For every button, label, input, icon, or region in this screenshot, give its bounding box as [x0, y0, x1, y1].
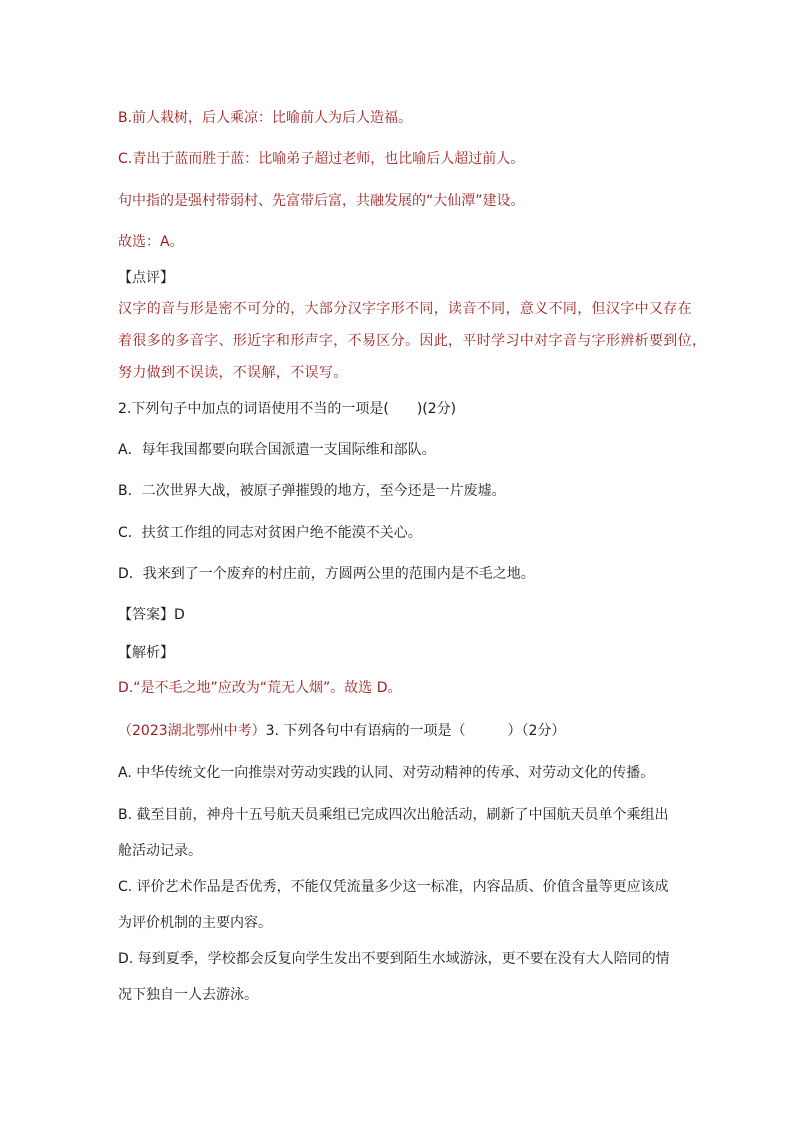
comment-line: 努力做到不误读，不误解，不误写。	[118, 365, 348, 381]
q3-source: （2023湖北鄂州中考）	[118, 723, 266, 739]
comment-line: 汉字的音与形是密不可分的，大部分汉字字形不同，读音不同，意义不同，但汉字中又存在	[118, 301, 692, 317]
q3-option-b: B. 截至目前，神舟十五号航天员乘组已完成四次出舱活动，刷新了中国航天员单个乘组出	[118, 807, 669, 823]
explanation-option-b: B.前人栽树，后人乘凉：比喻前人为后人造福。	[118, 110, 413, 126]
q2-option-a: A．每年我国都要向联合国派遣一支国际维和部队。	[118, 442, 436, 458]
q3-option-c-cont: 为评价机制的主要内容。	[118, 915, 272, 931]
q3-option-a: A. 中华传统文化一向推崇对劳动实践的认同、对劳动精神的传承、对劳动文化的传播。	[118, 765, 655, 781]
comment-header: 【点评】	[118, 270, 174, 286]
q2-option-c: C．扶贫工作组的同志对贫困户绝不能漠不关心。	[118, 525, 422, 541]
q2-option-b: B．二次世界大战，被原子弹摧毁的地方，至今还是一片废墟。	[118, 483, 506, 499]
q3-option-b-cont: 舱活动记录。	[118, 843, 202, 859]
q2-stem: 2.下列句子中加点的词语使用不当的一项是( )(2分)	[118, 401, 457, 417]
q2-answer: 【答案】D	[118, 607, 185, 623]
explanation-meaning: 句中指的是强村带弱村、先富带后富，共融发展的“大仙潭”建设。	[118, 193, 525, 209]
q3-stem: 3. 下列各句中有语病的一项是（ ）（2分）	[265, 723, 566, 739]
q2-analysis-header: 【解析】	[118, 645, 174, 661]
comment-line: 着很多的多音字、形近字和形声字，不易区分。因此，平时学习中对字音与字形辨析要到位，	[118, 333, 707, 349]
explanation-option-c: C.青出于蓝而胜于蓝：比喻弟子超过老师，也比喻后人超过前人。	[118, 151, 525, 167]
explanation-choice: 故选：A。	[118, 234, 184, 250]
q3-option-c: C. 评价艺术作品是否优秀，不能仅凭流量多少这一标准，内容品质、价值含量等更应该成	[118, 879, 669, 895]
q3-stem-line	[118, 721, 565, 741]
q2-analysis: D.“是不毛之地”应改为“荒无人烟”。故选 D。	[118, 680, 402, 696]
q3-option-d-cont: 况下独自一人去游泳。	[118, 987, 258, 1003]
q2-option-d: D．我来到了一个废弃的村庄前，方圆两公里的范围内是不毛之地。	[118, 566, 535, 582]
q3-option-d: D. 每到夏季，学校都会反复向学生发出不要到陌生水域游泳，更不要在没有大人陪同的情	[118, 951, 670, 967]
